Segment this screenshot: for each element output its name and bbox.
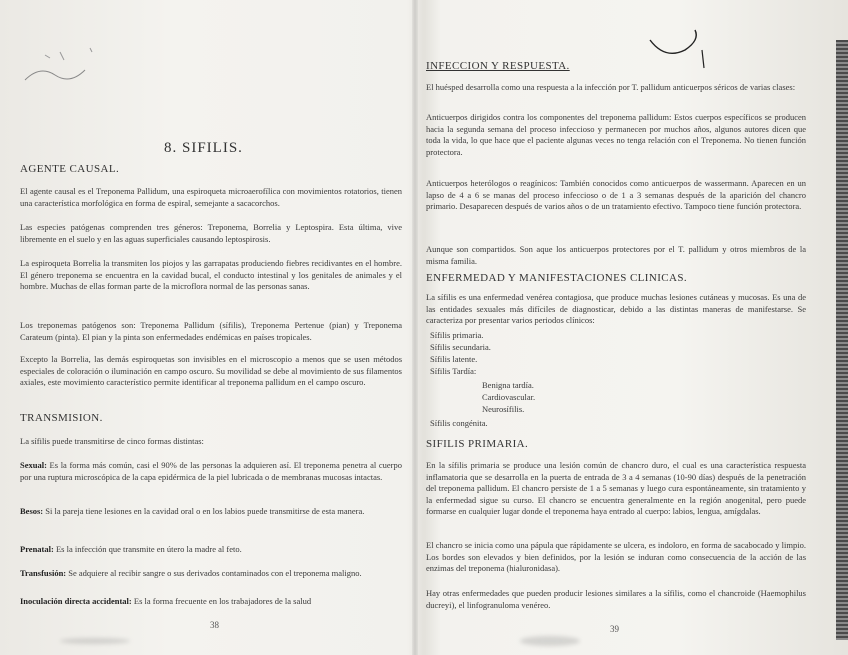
period-item: Sífilis Tardía: <box>430 366 477 376</box>
heading-enfermedad: ENFERMEDAD Y MANIFESTACIONES CLINICAS. <box>426 272 688 284</box>
page-number-right: 39 <box>610 624 619 634</box>
text-sexual: Es la forma más común, casi el 90% de las personas la adquieren así. El treponema penetra al cuerpo por una ruptura microscópica de la capa epidérmica de la piel lubricada o de membranas mucosas intactas. <box>20 460 402 482</box>
period-item: Sífilis primaria. <box>430 330 484 340</box>
paragraph-infeccion-4: Aunque son compartidos. Son aque los anticuerpos protectores por el T. pallidum y otros miembros de la misma familia. <box>426 244 806 266</box>
scan-smudge <box>60 638 130 644</box>
tardia-sub-item: Neurosífilis. <box>482 404 525 414</box>
heading-agente-causal: AGENTE CAUSAL. <box>20 163 120 175</box>
label-prenatal: Prenatal: <box>20 544 54 554</box>
paragraph-transfusion <box>20 568 402 580</box>
label-sexual: Sexual: <box>20 460 47 470</box>
chapter-title: 8. SIFILIS. <box>164 140 243 156</box>
left-page <box>14 0 406 655</box>
paragraph-agente-4: Los treponemas patógenos son: Treponema Pallidum (sífilis), Treponema Pertenue (pian) y Treponema Carateum (pinta). El pian y la pinta son enfermedades endémicas en países tropicales. <box>20 320 402 342</box>
heading-transmision: TRANSMISION. <box>20 412 103 424</box>
period-item-congenita: Sífilis congénita. <box>430 418 488 428</box>
text-prenatal: Es la infección que transmite en útero la madre al feto. <box>53 544 242 554</box>
page-number-left: 38 <box>210 620 219 630</box>
period-item: Sífilis secundaria. <box>430 342 491 352</box>
label-inoculacion: Inoculación directa accidental: <box>20 596 132 606</box>
paragraph-prenatal <box>20 544 402 556</box>
text-transfusion: Se adquiere al recibir sangre o sus derivados contaminados con el treponema maligno. <box>66 568 362 578</box>
paragraph-primaria-1: En la sífilis primaria se produce una lesión común de chancro duro, el cual es una característica respuesta inflamatoria que se desarrolla en la puerta de entrada de 3 a 4 semanas (10-90 días) después de la penetración del treponema pallidum. El chancro persiste de 1 a 5 semanas y luego cura espontáneamente, sin tratamiento y la enfermedad sigue su curso. El chancro se encuentra generalmente en la región anogenital, pero puede formarse en cualquier lugar donde el treponema haya entrado al cuerpo: labios, lengua, amígdalas. <box>426 460 806 516</box>
text-inoculacion: Es la forma frecuente en los trabajadores de la salud <box>131 596 312 606</box>
scanner-edge-strip <box>836 40 848 640</box>
paragraph-infeccion-2: Anticuerpos dirigidos contra los componentes del treponema pallidum: Estos cuerpos específicos se producen hacia la segunda semana del proceso infeccioso y permanecen por muchos años, algunos autores dicen que toda la vida, lo que hace que el paciente algunas veces no tenga relación con el Treponema. No tienen función protectora. <box>426 112 806 157</box>
label-besos: Besos: <box>20 506 44 516</box>
paragraph-transmision-intro: La sífilis puede transmitirse de cinco formas distintas: <box>20 436 204 446</box>
scan-smudge <box>520 636 580 646</box>
tardia-sub-item: Cardiovascular. <box>482 392 536 402</box>
text-besos: Si la pareja tiene lesiones en la cavidad oral o en los labios puede transmitirse de esta manera. <box>43 506 365 516</box>
paragraph-agente-3: La espiroqueta Borrelia la transmiten los piojos y las garrapatas produciendo fiebres recidivantes en el hombre. El género treponema se encuentra en la cavidad bucal, el conducto intestinal y los genitales de animales y el hombre. Muchas de ellas forman parte de la microflora normal de las personas sanas. <box>20 258 402 291</box>
paragraph-besos <box>20 506 402 518</box>
period-item: Sífilis latente. <box>430 354 478 364</box>
label-transfusion: Transfusión: <box>20 568 67 578</box>
paragraph-infeccion-1: El huésped desarrolla como una respuesta a la infección por T. pallidum anticuerpos séricos de varias clases: <box>426 82 796 92</box>
book-spine <box>412 0 418 655</box>
heading-infeccion: INFECCION Y RESPUESTA. <box>426 60 570 72</box>
right-page <box>426 0 810 655</box>
paragraph-primaria-2: El chancro se inicia como una pápula que rápidamente se ulcera, es indoloro, en forma de sacabocado y limpio. Los bordes son elevados y bien definidos, por la lesión se induran como consecuencia de la acción de las enzimas del treponema (hialuronidasa). <box>426 540 806 573</box>
paragraph-enfermedad: La sífilis es una enfermedad venérea contagiosa, que produce muchas lesiones cutáneas y mucosas. Es una de las entidades sexuales más difíciles de diagnosticar, debido a las distintas maneras de manifestarse. Se caracteriza por presentar varios periodos clínicos: <box>426 292 806 325</box>
tardia-sub-item: Benigna tardía. <box>482 380 534 390</box>
heading-sifilis-primaria: SIFILIS PRIMARIA. <box>426 438 529 450</box>
paragraph-primaria-3: Hay otras enfermedades que pueden producir lesiones similares a la sífilis, como el chancroide (Haemophilus ducreyi), el linfogranuloma venéreo. <box>426 588 806 610</box>
paragraph-agente-5: Excepto la Borrelia, las demás espiroquetas son invisibles en el microscopio a menos que se usen métodos especiales de coloración o iluminación en campo oscuro. Su movilidad se debe al movimiento de sus filamentos axiales, este movimiento característico permite identificar al treponema pallidum en el campo oscuro. <box>20 354 402 387</box>
paragraph-infeccion-3: Anticuerpos heterólogos o reagínicos: También conocidos como anticuerpos de wassermann. Aparecen en un lapso de 4 a 6 se manas del proceso infeccioso o de 1 a 3 semanas después de la aparición del chancro primario. Desaparecen después de varios años o de un tratamiento efectivo. Tampoco tiene función protectora. <box>426 178 806 211</box>
paragraph-inoculacion <box>20 596 402 608</box>
paragraph-agente-1: El agente causal es el Treponema Pallidum, una espiroqueta microaerofílica con movimientos rotatorios, tienen una característica morfológica en forma de espiral, semejante a sacacorchos. <box>20 186 402 208</box>
paragraph-agente-2: Las especies patógenas comprenden tres géneros: Treponema, Borrelia y Leptospira. Esta última, vive libremente en el suelo y en las aguas superficiales causando leptospirosis. <box>20 222 402 244</box>
paragraph-sexual <box>20 460 402 483</box>
